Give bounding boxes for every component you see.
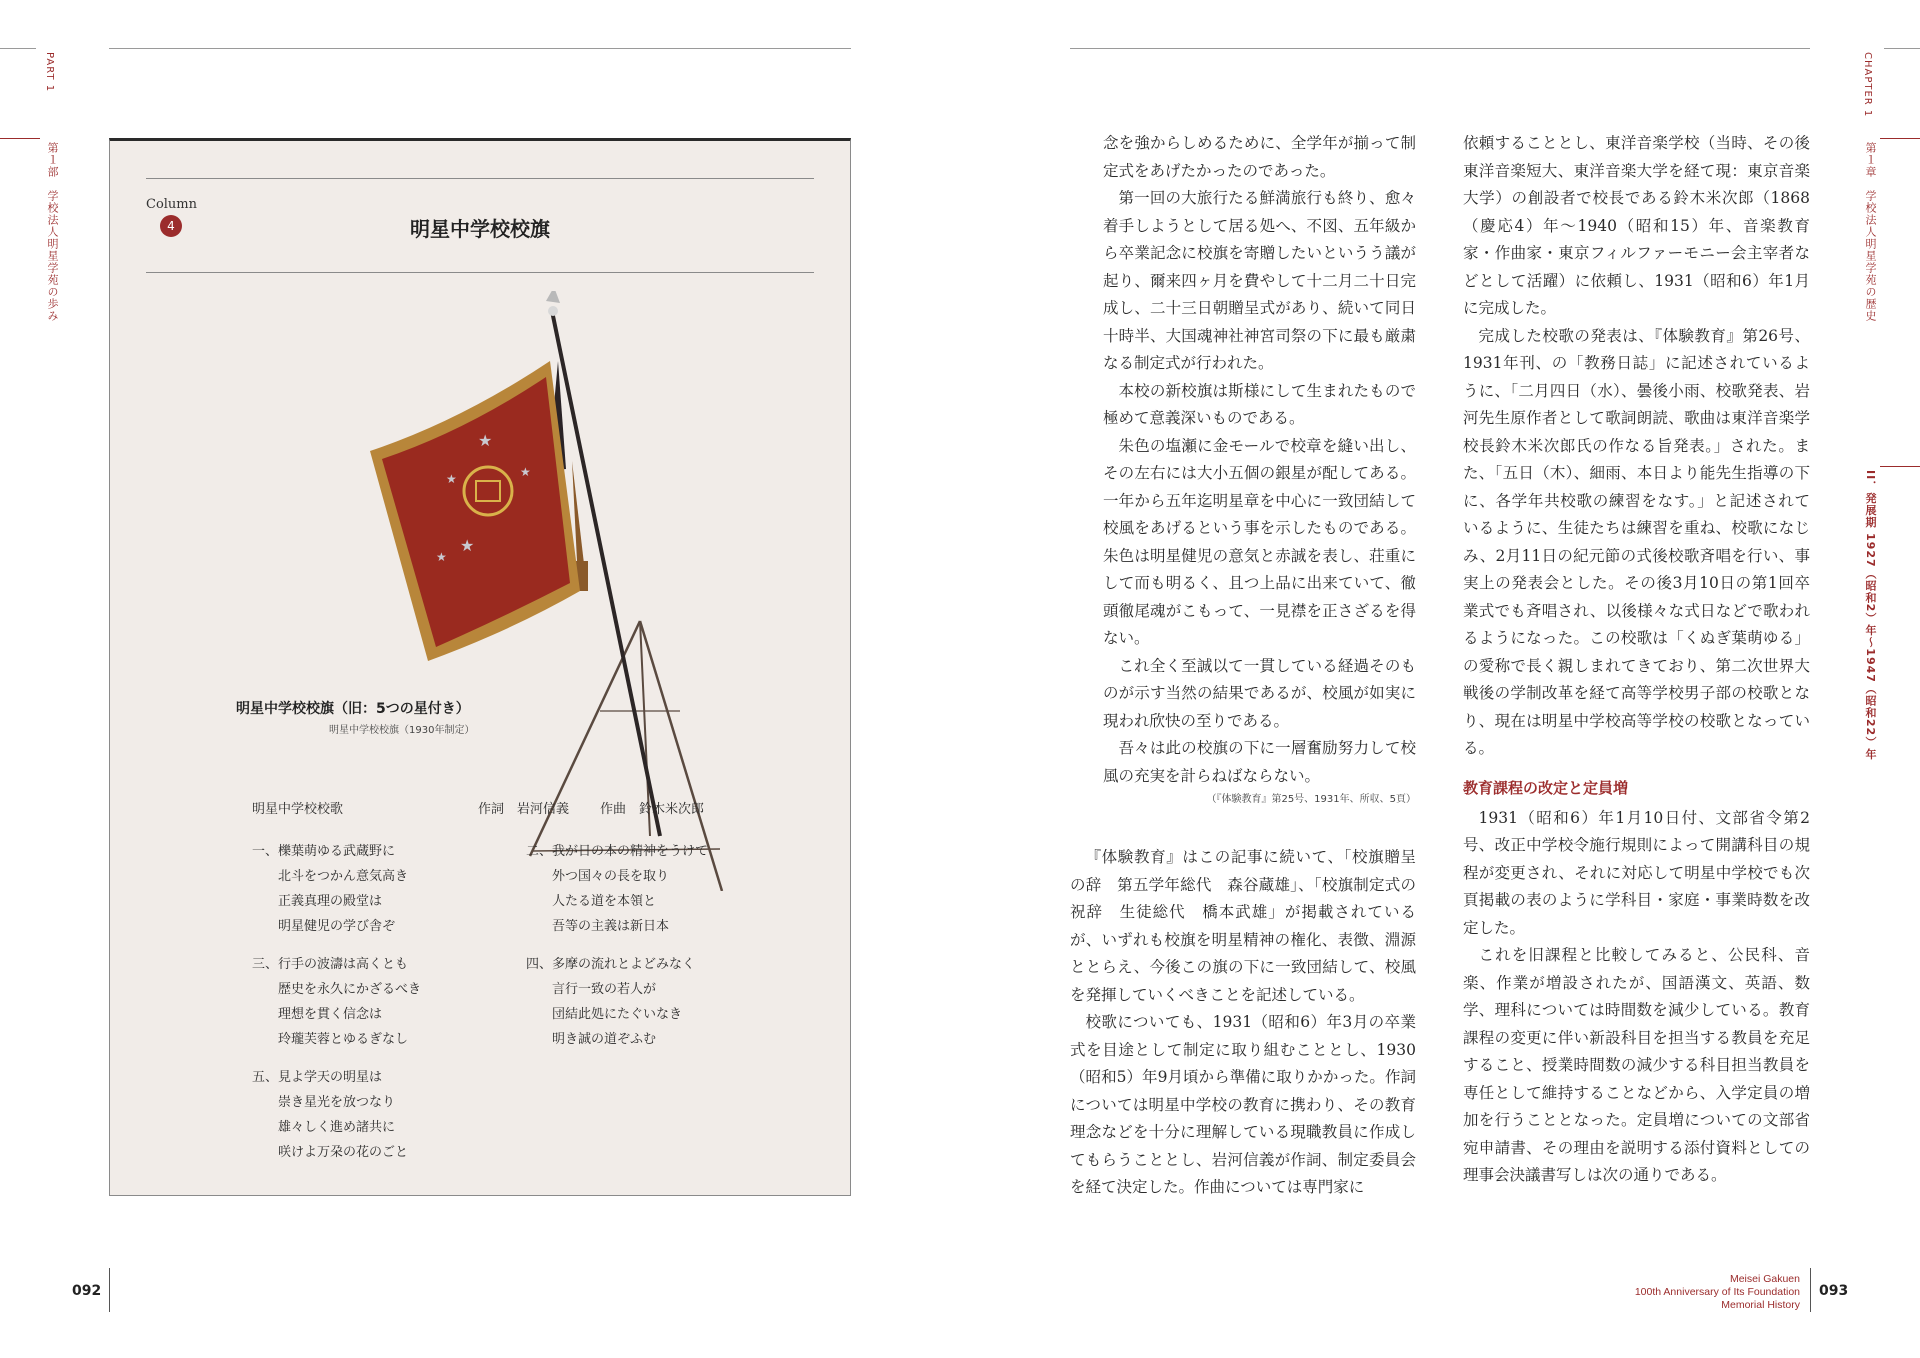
school-flag-photo: [310, 291, 840, 891]
verse-line: 玲瓏芙蓉とゆるぎなし: [278, 1032, 409, 1047]
section-label: 第１部 学校法人明星学苑の歩み: [46, 142, 59, 322]
section-heading: 教育課程の改定と定員増: [1463, 778, 1629, 797]
photo-subcaption: 明星中学校校旗（1930年制定）: [329, 725, 475, 736]
page-number-right: 093: [1819, 1283, 1849, 1299]
top-rule-left: [0, 48, 36, 49]
verse-5: [252, 1065, 408, 1165]
verse-number: 一、: [252, 844, 279, 859]
svg-text:★: ★: [460, 536, 475, 555]
verse-1: [252, 839, 408, 939]
verse-line: 見よ学天の明星は: [278, 1070, 383, 1085]
sidebar-tick-left: [0, 138, 40, 139]
verse-line: 団結此処にたぐいなき: [552, 1007, 683, 1022]
column-number-badge: 4: [160, 215, 182, 237]
paragraph: 朱色の塩瀬に金モールで校章を縫い出し、その左右には大小五個の銀星が配してある。一年から五年迄明星章を中心に一致団結して校風をあげるという事を示したものである。朱色は明星健児の意気と赤誠を表し、荘重にして而も明るく、且つ上品に出来ていて、徹頭徹尾魂がこもって、一見襟を正さざるを得ない。: [1103, 436, 1416, 647]
chapter-title: 第１章 学校法人明星学苑の歴史: [1864, 142, 1877, 322]
top-rule-left-main: [109, 48, 851, 49]
paragraph: 校歌についても、1931（昭和6）年3月の卒業式を目途として制定に取り組むこととし、1930（昭和5）年9月頃から準備に取りかかった。作詞については明星中学校の教育に携わり、その教育理念などを十分に理解している現職教員に作成してもらうこととし、岩河信義が作詞、制定委員会を経て決定した。作曲については専門家に: [1070, 1013, 1416, 1196]
verse-2: [526, 839, 708, 939]
source-citation: （『体験教育』第25号、1931年、所収、5頁）: [1206, 794, 1416, 805]
paragraph: 『体験教育』はこの記事に続いて、「校旗贈呈の辞 第五学年総代 森谷蔵雄」、「校旗制定式の祝辞 生徒総代 橋本武雄」が掲載されているが、いずれも校旗を明星精神の権化、表徴、淵源ととらえ、今後この旗の下に一致団結して、校風を発揮していくべきことを記述している。: [1070, 848, 1416, 1004]
verse-line: 崇き星光を放つなり: [278, 1095, 396, 1110]
verse-line: 吾等の主義は新日本: [552, 919, 670, 934]
body-column-1: [1070, 844, 1416, 1202]
verse-4: [526, 952, 695, 1052]
verse-line: 言行一致の若人が: [552, 982, 657, 997]
chapter-label: CHAPTER 1: [1862, 52, 1873, 118]
song-title: 明星中学校校歌: [252, 802, 344, 817]
verse-number: 二、: [526, 844, 553, 859]
part-label: PART 1: [44, 52, 55, 93]
svg-text:★: ★: [520, 465, 531, 479]
paragraph: 1931（昭和6）年1月10日付、文部省令第2号、改正中学校令施行規則によって開講科目の規程が変更され、それに対応して明星中学校でも次頁掲載の表のように学科目・家庭・事業時数を改定した。: [1463, 808, 1810, 937]
verse-line: 北斗をつかん意気高き: [278, 869, 409, 884]
top-rule-right-main: [1070, 48, 1810, 49]
verse-line: 人たる道を本領と: [552, 894, 657, 909]
paragraph: これ全く至誠以て一貫している経過そのものが示す当然の結果であるが、校風が如実に現われ欣快の至りである。: [1103, 656, 1416, 730]
column-rule-bottom: [146, 272, 814, 273]
verse-line: 理想を貫く信念は: [278, 1007, 383, 1022]
column-rule-top: [146, 178, 814, 179]
footer-brand: [1635, 1273, 1800, 1312]
verse-line: 歴史を永久にかざるべき: [278, 982, 422, 997]
paragraph: 念を強からしめるために、全学年が揃って制定式をあげたかったのであった。: [1103, 134, 1416, 180]
svg-text:★: ★: [446, 472, 457, 486]
verse-line: 行手の波濤は高くとも: [278, 957, 409, 972]
svg-text:★: ★: [478, 431, 493, 450]
verse-line: 明き誠の道ぞふむ: [552, 1032, 657, 1047]
paragraph: 完成した校歌の発表は、『体験教育』第26号、1931年刊、の「教務日誌」に記述されているように、「二月四日（水）、曇後小雨、校歌発表、岩河先生原作者として歌詞朗読、歌曲は東洋音楽学校長鈴木米次郎氏の作なる旨発表。」された。また、「五日（木）、細雨、本日より能先生指導の下に、各学年共校歌の練習をなす。」と記述されているように、生徒たちは練習を重ね、校歌になじみ、2月11日の紀元節の式後校歌斉唱を行い、事実上の発表会とした。その後3月10日の第1回卒業式でも斉唱され、以後様々な式日などで歌われるようになった。この校歌は「くぬぎ葉萌ゆる」の愛称で長く親しまれてきており、第二次世界大戦後の学制改革を経て高等学校男子部の校歌となり、現在は明星中学校高等学校の校歌となっている。: [1463, 326, 1810, 757]
paragraph: これを旧課程と比較してみると、公民科、音楽、作業が増設されたが、国語漢文、英語、数学、理科については時間数を減少している。教育課程の変更に伴い新設科目を担当する教員を充足すること、授業時間数の減少する科目担当教員を専任として維持することなどから、入学定員の増加を行うこととなった。定員増についての文部省宛申請書、その理由を説明する添付資料としての理事会決議書写しは次の通りである。: [1463, 946, 1810, 1184]
verse-3: [252, 952, 421, 1052]
verse-line: 外つ国々の長を取り: [552, 869, 670, 884]
body-column-2: [1463, 130, 1810, 1190]
verse-line: 多摩の流れとよどみなく: [552, 957, 696, 972]
verse-line: 櫟葉萌ゆる武蔵野に: [278, 844, 396, 859]
verse-line: 明星健児の学び舎ぞ: [278, 919, 396, 934]
svg-text:★: ★: [436, 550, 447, 564]
sidebar-tick-right: [1880, 138, 1920, 139]
verse-line: 雄々しく進め諸共に: [278, 1120, 396, 1135]
paragraph: 吾々は此の校旗の下に一層奮励努力して校風の充実を計らねばならない。: [1103, 739, 1416, 785]
verse-line: 正義真理の殿堂は: [278, 894, 383, 909]
brand-line: Meisei Gakuen: [1729, 1273, 1800, 1285]
paragraph: 本校の新校旗は斯様にして生まれたもので極めて意義深いものである。: [1103, 381, 1416, 427]
top-rule-right: [1884, 48, 1920, 49]
verse-line: 我が日の本の精神をうけて: [552, 844, 709, 859]
verse-number: 三、: [252, 957, 279, 972]
verse-number: 四、: [526, 957, 553, 972]
verse-line: 咲けよ万朶の花のごと: [278, 1145, 409, 1160]
column-title: 明星中学校校旗: [410, 217, 550, 241]
page-number-left: 092: [72, 1283, 102, 1299]
paragraph: 第一回の大旅行たる鮮満旅行も終り、愈々着手しようとして居る処へ、不図、五年級から卒業記念に校旗を寄贈したいというう議が起り、爾来四ヶ月を費やして十二月二十日完成し、二十三日朝贈呈式があり、続いて同日十時半、大国魂神社神宮司祭の下に最も厳粛なる制定式が行われた。: [1103, 189, 1416, 372]
song-lyricist: 作詞 岩河信義: [478, 802, 570, 817]
column-box: [109, 138, 851, 1196]
brand-line: Memorial History: [1721, 1299, 1800, 1311]
column-label: Column: [146, 197, 198, 212]
verse-number: 五、: [252, 1070, 279, 1085]
sidebar-tick-era: [1880, 466, 1920, 467]
brand-line: 100th Anniversary of Its Foundation: [1634, 1286, 1800, 1298]
paragraph: 依頼することとし、東洋音楽学校（当時、その後東洋音楽短大、東洋音楽大学を経て現：東京音楽大学）の創設者で校長である鈴木米次郎（1868（慶応4）年〜1940（昭和15）年、音楽教育家・作曲家・東京フィルファーモニー会主宰者などとして活躍）に依頼し、1931（昭和6）年1月に完成した。: [1463, 134, 1810, 317]
folio-divider-left: [109, 1268, 110, 1312]
song-composer: 作曲 鈴木米次郎: [600, 802, 705, 817]
photo-caption: 明星中学校校旗（旧：5つの星付き）: [236, 701, 470, 717]
folio-divider-right: [1810, 1268, 1811, 1312]
body-column-1-quote: [1103, 130, 1416, 810]
era-label: II．発展期 1927（昭和2）年〜1947（昭和22）年: [1864, 470, 1877, 761]
